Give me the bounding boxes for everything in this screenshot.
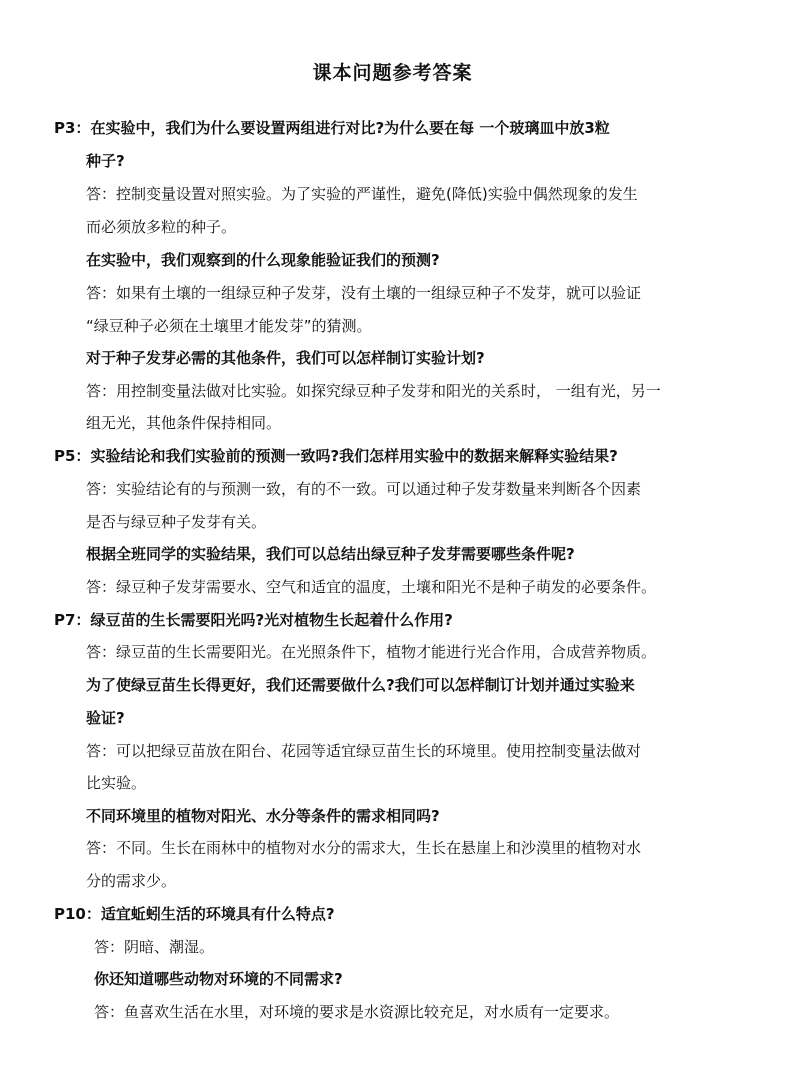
answer-p3-3: 答：用控制变量法做对比实验。如探究绿豆种子发芽和阳光的关系时， 一组有光，另一 [86,382,661,400]
question-p3-1 [54,118,610,138]
answer-p3-2: 答：如果有土壤的一组绿豆种子发芽，没有土壤的一组绿豆种子不发芽，就可以验证 [86,284,642,302]
question-p7-3: 不同环境里的植物对阳光、水分等条件的需求相同吗? [86,807,440,825]
question-p7-1 [54,610,453,630]
question-p7-2: 为了使绿豆苗生长得更好，我们还需要做什么?我们可以怎样制订计划并通过实验来 [86,676,635,694]
answer-p5-1: 答：实验结论有的与预测一致，有的不一致。可以通过种子发芽数量来判断各个因素 [86,480,642,498]
question-text: 实验结论和我们实验前的预测一致吗?我们怎样用实验中的数据来解释实验结果? [90,447,618,465]
answer-p3-3-cont: 组无光，其他条件保持相同。 [86,414,282,432]
answer-p10-1: 答：阴暗、潮湿。 [94,938,215,956]
answer-p3-1: 答：控制变量设置对照实验。为了实验的严谨性，避免(降低)实验中偶然现象的发生 [86,185,638,203]
answer-p7-3: 答：不同。生长在雨林中的植物对水分的需求大，生长在悬崖上和沙漠里的植物对水 [86,839,642,857]
answer-p5-1-cont: 是否与绿豆种子发芽有关。 [86,513,267,531]
page-title: 课本问题参考答案 [312,62,473,84]
question-p3-1-cont: 种子? [86,152,125,170]
question-text: 适宜蚯蚓生活的环境具有什么特点? [100,905,335,923]
question-p10-1 [54,904,335,924]
answer-p7-2: 答：可以把绿豆苗放在阳台、花园等适宜绿豆苗生长的环境里。使用控制变量法做对 [86,742,642,760]
question-p10-2: 你还知道哪些动物对环境的不同需求? [94,970,343,988]
answer-p3-1-cont: 而必须放多粒的种子。 [86,218,237,236]
answer-p7-2-cont: 比实验。 [86,774,147,792]
page-label-p7: P7： [54,611,91,629]
question-p5-1 [54,446,618,466]
question-text: 在实验中，我们为什么要设置两组进行对比?为什么要在每 一个玻璃皿中放3粒 [90,119,610,137]
answer-p10-2: 答：鱼喜欢生活在水里，对环境的要求是水资源比较充足，对水质有一定要求。 [94,1003,620,1021]
answer-p7-1: 答：绿豆苗的生长需要阳光。在光照条件下，植物才能进行光合作用，合成营养物质。 [86,643,657,661]
answer-p3-2-cont: “绿豆种子必须在土壤里才能发芽”的猜测。 [86,317,372,335]
page-label-p3: P3： [54,119,91,137]
page-label-p10: P10： [54,905,101,923]
question-p3-2: 在实验中，我们观察到的什么现象能验证我们的预测? [86,251,440,269]
page-label-p5: P5： [54,447,91,465]
answer-p5-2: 答：绿豆种子发芽需要水、空气和适宜的温度，土壤和阳光不是种子萌发的必要条件。 [86,578,657,596]
question-p3-3: 对于种子发芽必需的其他条件，我们可以怎样制订实验计划? [86,349,485,367]
question-p5-2: 根据全班同学的实验结果，我们可以总结出绿豆种子发芽需要哪些条件呢? [86,545,575,563]
question-text: 绿豆苗的生长需要阳光吗?光对植物生长起着什么作用? [90,611,453,629]
answer-p7-3-cont: 分的需求少。 [86,872,177,890]
question-p7-2-cont: 验证? [86,709,125,727]
